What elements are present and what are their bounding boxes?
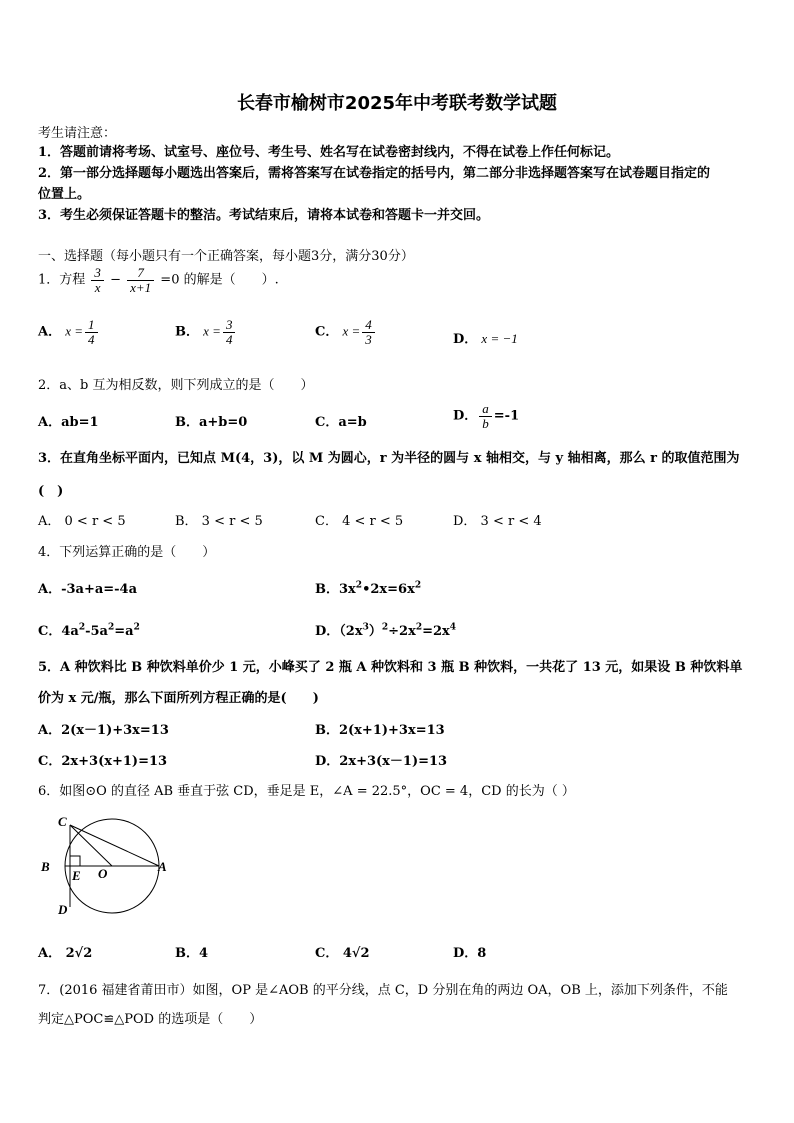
notice-line: 2．第一部分选择题每小题选出答案后，需将答案写在试卷指定的括号内，第二部分非选择题答案写在试卷题目指定的 bbox=[38, 166, 711, 181]
question-4: 4．下列运算正确的是（ ） bbox=[38, 545, 216, 560]
label-o: O bbox=[98, 866, 108, 881]
notice-line: 3．考生必须保证答题卡的整洁。考试结束后，请将本试卷和答题卡一并交回。 bbox=[38, 208, 490, 223]
q2-option-c: C．a=b bbox=[315, 415, 367, 430]
q3-option-d: D． 3 < r < 4 bbox=[453, 514, 542, 529]
q5-option-c: C．2x+3(x+1)=13 bbox=[38, 754, 168, 769]
q4-option-d: D．$(2x^3)^2\div 2x^2=2x^4$ bbox=[315, 622, 457, 639]
q4-option-b: B．$3x^2•2x=6x^2$ bbox=[315, 580, 422, 597]
right-angle-mark bbox=[70, 856, 80, 866]
q6-option-a: A． 2√2 bbox=[38, 946, 93, 961]
segment-co bbox=[70, 825, 112, 866]
label-c: C bbox=[58, 814, 67, 829]
q1-option-b: B． x = $\frac{3}{4}$ bbox=[175, 318, 237, 346]
question-6: 6．如图⊙O 的直径 AB 垂直于弦 CD，垂足是 E，∠A = 22.5°，OC = 4，CD 的长为（ ） bbox=[38, 784, 575, 799]
q3-option-a: A． 0 < r < 5 bbox=[38, 514, 126, 529]
label-b: B bbox=[41, 859, 50, 874]
label-e: E bbox=[72, 868, 81, 883]
circle-figure bbox=[38, 808, 173, 920]
notice-line: 1．答题前请将考场、试室号、座位号、考生号、姓名写在试卷密封线内，不得在试卷上作任何标记。 bbox=[38, 145, 620, 160]
q5-option-d: D．2x+3(x－1)=13 bbox=[315, 754, 448, 769]
question-7-cont: 判定△POC≌△POD 的选项是（ ） bbox=[38, 1012, 263, 1027]
q3-option-c: C． 4 < r < 5 bbox=[315, 514, 404, 529]
question-5-cont: 价为 x 元/瓶，那么下面所列方程正确的是( ) bbox=[38, 691, 319, 706]
question-7: 7．(2016 福建省莆田市）如图，OP 是∠AOB 的平分线，点 C，D 分别在角的两边 OA，OB 上，添加下列条件，不能 bbox=[38, 983, 728, 998]
question-5: 5．A 种饮料比 B 种饮料单价少 1 元，小峰买了 2 瓶 A 种饮料和 3 瓶 B 种饮料，一共花了 13 元，如果设 B 种饮料单 bbox=[38, 660, 743, 675]
notice-line: 位置上。 bbox=[38, 187, 91, 202]
segment-ca bbox=[70, 825, 159, 866]
q5-option-b: B．2(x+1)+3x=13 bbox=[315, 723, 445, 738]
q1-option-c: C． x = $\frac{4}{3}$ bbox=[315, 318, 377, 346]
q5-option-a: A．2(x－1)+3x=13 bbox=[38, 723, 169, 738]
notice-heading: 考生请注意： bbox=[38, 126, 117, 141]
q6-option-d: D．8 bbox=[453, 946, 487, 961]
question-1: 1．方程 $\frac{3}{x}$ − $\frac{7}{x+1}$ =0 的解是（ ）. bbox=[38, 265, 279, 295]
q4-option-a: A．-3a+a=-4a bbox=[38, 582, 138, 597]
section-heading: 一、选择题（每小题只有一个正确答案，每小题3分，满分30分） bbox=[38, 249, 414, 264]
label-a: A bbox=[158, 859, 167, 874]
question-3-cont: ( ) bbox=[38, 484, 64, 499]
page-title: 长春市榆树市2025年中考联考数学试题 bbox=[236, 93, 558, 114]
q3-option-b: B． 3 < r < 5 bbox=[175, 514, 263, 529]
question-2: 2．a、b 互为相反数，则下列成立的是（ ） bbox=[38, 378, 314, 393]
q4-option-c: C．$4a^2-5a^2=a^2$ bbox=[38, 622, 140, 639]
label-d: D bbox=[58, 902, 68, 917]
q2-option-b: B．a+b=0 bbox=[175, 415, 248, 430]
q1-option-d: D． x = −1 bbox=[453, 331, 518, 347]
q2-option-a: A．ab=1 bbox=[38, 415, 99, 430]
q6-option-c: C． 4√2 bbox=[315, 946, 370, 961]
question-3: 3．在直角坐标平面内，已知点 M(4，3)，以 M 为圆心，r 为半径的圆与 x 轴相交，与 y 轴相离，那么 r 的取值范围为 bbox=[38, 451, 740, 466]
q2-option-d: D． $\frac{a}{b}$ =-1 bbox=[453, 401, 520, 431]
q6-option-b: B．4 bbox=[175, 946, 209, 961]
q1-option-a: A． x = $\frac{1}{4}$ bbox=[38, 318, 100, 346]
